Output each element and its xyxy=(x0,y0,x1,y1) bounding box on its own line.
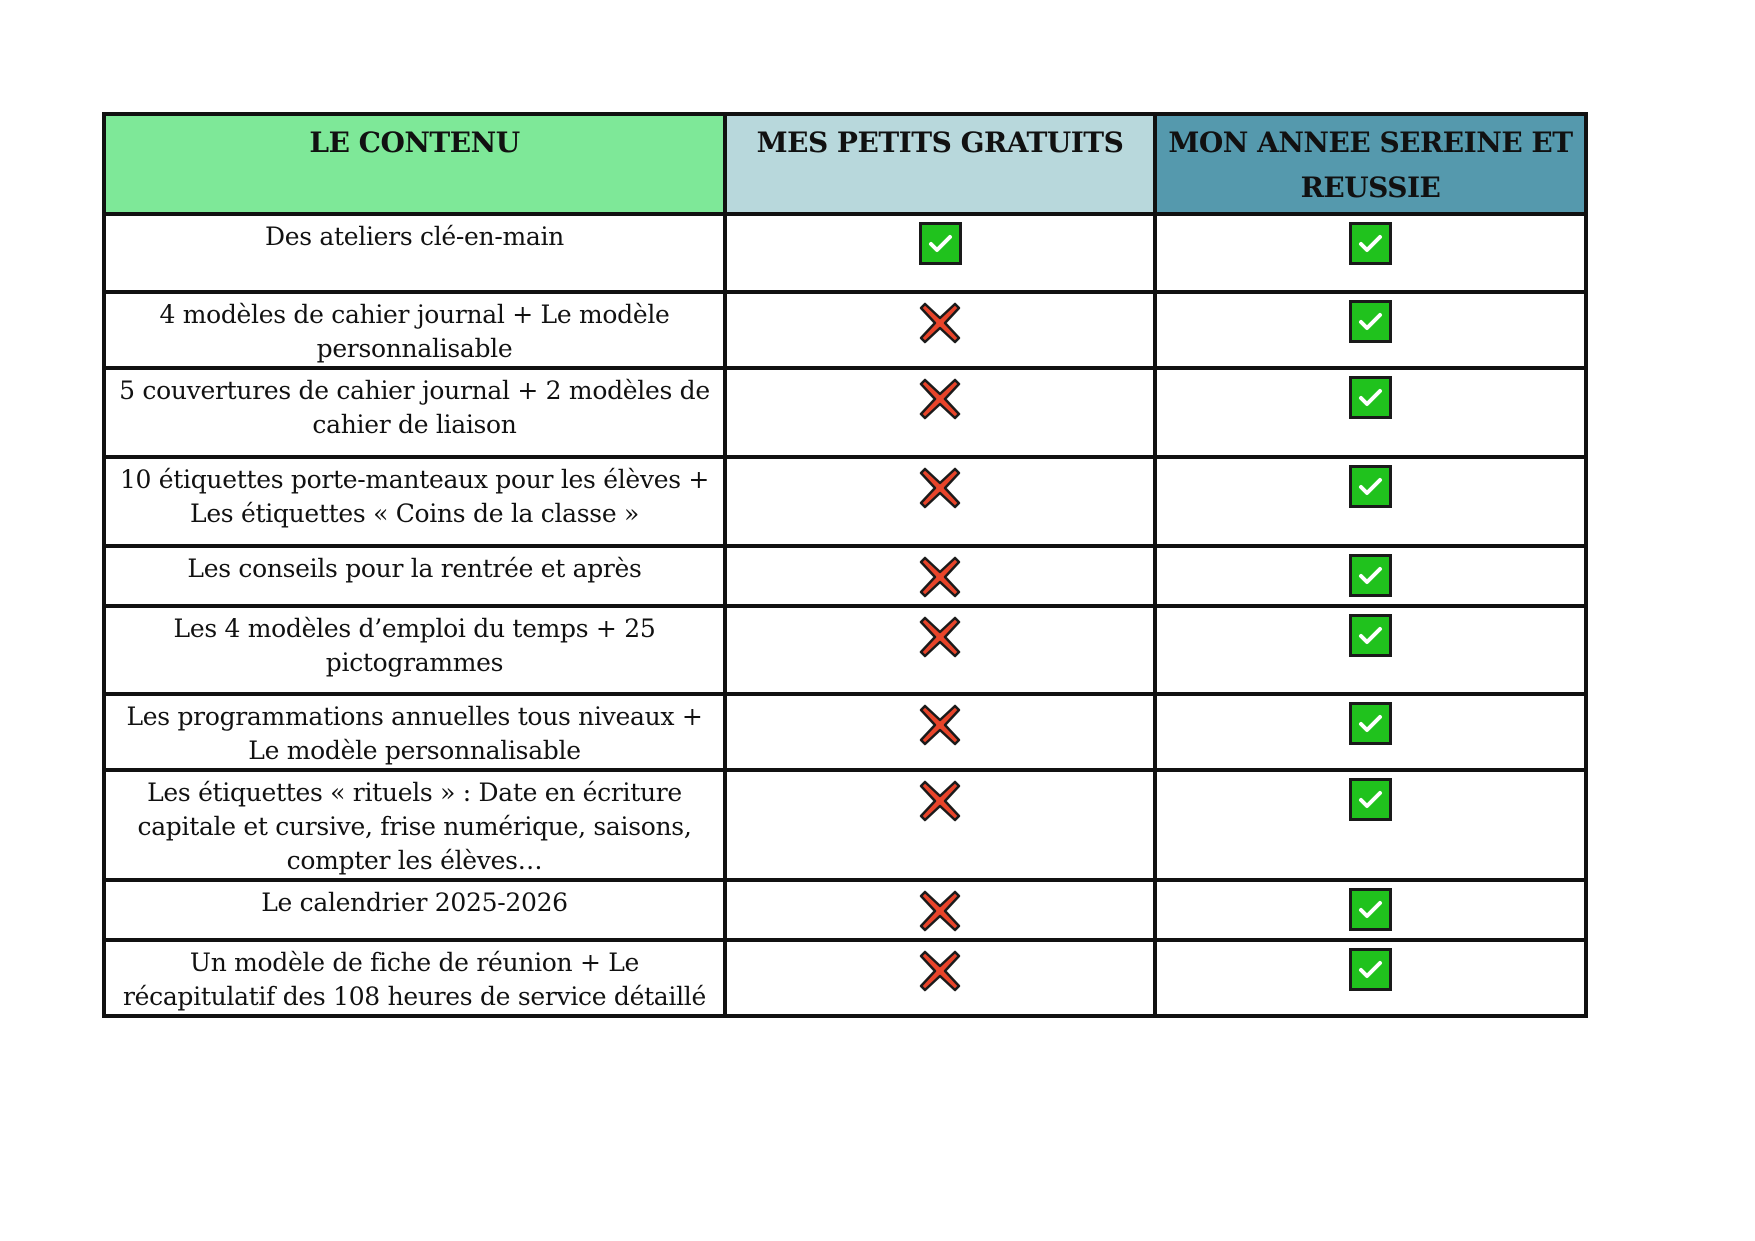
content-cell: 4 modèles de cahier journal + Le modèle personnalisable xyxy=(104,292,725,368)
content-cell: Les étiquettes « rituels » : Date en écriture capitale et cursive, frise numérique, saisons, compter les élèves… xyxy=(104,770,725,880)
check-icon xyxy=(1349,465,1392,508)
annee-cell xyxy=(1155,940,1586,1016)
comparison-table xyxy=(102,112,1588,1018)
annee-cell xyxy=(1155,606,1586,694)
gratuits-cell xyxy=(725,457,1155,546)
annee-cell xyxy=(1155,694,1586,770)
content-cell: Les programmations annuelles tous niveaux + Le modèle personnalisable xyxy=(104,694,725,770)
content-cell: Le calendrier 2025-2026 xyxy=(104,880,725,940)
cross-icon xyxy=(917,614,963,660)
content-cell: Les conseils pour la rentrée et après xyxy=(104,546,725,606)
check-icon xyxy=(1349,300,1392,343)
cross-icon xyxy=(917,376,963,422)
table-row xyxy=(104,770,1586,880)
gratuits-cell xyxy=(725,940,1155,1016)
header-mes-petits-gratuits: MES PETITS GRATUITS xyxy=(725,114,1155,214)
check-icon xyxy=(919,222,962,265)
gratuits-cell xyxy=(725,880,1155,940)
content-cell: 5 couvertures de cahier journal + 2 modèles de cahier de liaison xyxy=(104,368,725,457)
content-cell: Les 4 modèles d’emploi du temps + 25 pictogrammes xyxy=(104,606,725,694)
annee-cell xyxy=(1155,770,1586,880)
check-icon xyxy=(1349,376,1392,419)
check-icon xyxy=(1349,222,1392,265)
gratuits-cell xyxy=(725,214,1155,292)
annee-cell xyxy=(1155,368,1586,457)
gratuits-cell xyxy=(725,292,1155,368)
table-row xyxy=(104,457,1586,546)
header-contenu: LE CONTENU xyxy=(104,114,725,214)
table-row xyxy=(104,546,1586,606)
gratuits-cell xyxy=(725,546,1155,606)
table-row xyxy=(104,606,1586,694)
table-row xyxy=(104,214,1586,292)
gratuits-cell xyxy=(725,770,1155,880)
annee-cell xyxy=(1155,292,1586,368)
header-mon-annee-sereine: MON ANNEE SEREINE ET REUSSIE xyxy=(1155,114,1586,214)
table-row xyxy=(104,368,1586,457)
check-icon xyxy=(1349,554,1392,597)
check-icon xyxy=(1349,948,1392,991)
content-cell: 10 étiquettes porte-manteaux pour les élèves + Les étiquettes « Coins de la classe » xyxy=(104,457,725,546)
cross-icon xyxy=(917,778,963,824)
table-row xyxy=(104,940,1586,1016)
cross-icon xyxy=(917,554,963,600)
content-cell: Un modèle de fiche de réunion + Le récapitulatif des 108 heures de service détaillé xyxy=(104,940,725,1016)
annee-cell xyxy=(1155,457,1586,546)
cross-icon xyxy=(917,888,963,934)
gratuits-cell xyxy=(725,606,1155,694)
check-icon xyxy=(1349,702,1392,745)
content-cell: Des ateliers clé-en-main xyxy=(104,214,725,292)
check-icon xyxy=(1349,778,1392,821)
annee-cell xyxy=(1155,880,1586,940)
table-row xyxy=(104,292,1586,368)
annee-cell xyxy=(1155,214,1586,292)
gratuits-cell xyxy=(725,368,1155,457)
table-row xyxy=(104,880,1586,940)
header-row xyxy=(104,114,1586,214)
cross-icon xyxy=(917,300,963,346)
table-row xyxy=(104,694,1586,770)
cross-icon xyxy=(917,948,963,994)
cross-icon xyxy=(917,465,963,511)
cross-icon xyxy=(917,702,963,748)
gratuits-cell xyxy=(725,694,1155,770)
annee-cell xyxy=(1155,546,1586,606)
check-icon xyxy=(1349,888,1392,931)
check-icon xyxy=(1349,614,1392,657)
